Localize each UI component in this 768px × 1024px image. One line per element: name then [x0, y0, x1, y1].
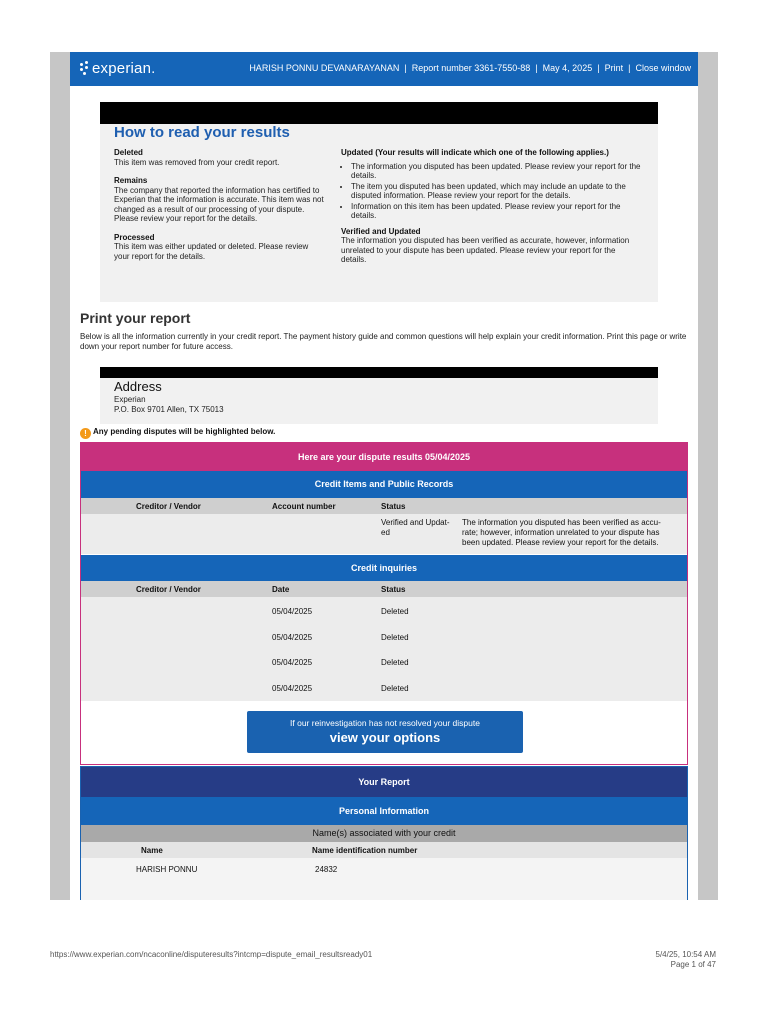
- status-line: Verified and Updat-: [381, 518, 450, 527]
- note-line: The information you disputed has been verified as accu-: [462, 518, 661, 527]
- names-header: [81, 842, 687, 858]
- credit-item-status: [381, 518, 450, 538]
- table-row: [81, 858, 687, 900]
- footer-page-number: Page 1 of 47: [670, 960, 716, 969]
- inquiry-status: Deleted: [381, 684, 409, 693]
- credit-items-header: [81, 498, 687, 514]
- your-report-panel: [80, 766, 688, 900]
- remains-heading: Remains: [114, 176, 148, 185]
- col-date: Date: [272, 585, 290, 594]
- list-item: • The item you disputed has been updated, which may include an update to the disputed information. Please review your report for the details.: [351, 182, 641, 201]
- inquiry-status: Deleted: [381, 607, 409, 616]
- section-divider-bar: [100, 102, 658, 124]
- separator: |: [628, 63, 631, 73]
- separator: |: [597, 63, 600, 73]
- report-date: May 4, 2025: [542, 63, 593, 73]
- view-options-button[interactable]: [247, 711, 523, 753]
- credit-items-title: Credit Items and Public Records: [81, 471, 687, 498]
- header-info: [249, 63, 691, 73]
- footer-timestamp: 5/4/25, 10:54 AM: [655, 950, 716, 959]
- col-creditor: Creditor / Vendor: [136, 585, 201, 594]
- logo-dots-icon: [80, 61, 90, 75]
- report-number: Report number 3361-7550-88: [411, 63, 531, 73]
- credit-item-note: [462, 518, 661, 548]
- warning-icon: !: [80, 428, 91, 439]
- inquiry-date: 05/04/2025: [272, 633, 313, 642]
- footer-url: https://www.experian.com/ncaconline/disputeresults?intcmp=dispute_email_resultsready01: [50, 950, 373, 959]
- left-definitions: [114, 148, 326, 270]
- note-line: been updated. Please review your report for the details.: [462, 538, 659, 547]
- experian-logo: [80, 60, 156, 77]
- status-line: ed: [381, 528, 390, 537]
- address-title: Address: [114, 379, 162, 394]
- updated-heading: Updated (Your results will indicate which one of the following applies.): [341, 148, 609, 157]
- list-item: • Information on this item has been updated. Please review your report for the details.: [351, 202, 641, 221]
- right-definitions: [341, 148, 641, 265]
- inquiry-date: 05/04/2025: [272, 658, 313, 667]
- top-header-bar: [70, 52, 698, 86]
- inquiry-status: Deleted: [381, 633, 409, 642]
- inquiry-date: 05/04/2025: [272, 607, 313, 616]
- dispute-results-banner: Here are your dispute results 05/04/2025: [81, 443, 687, 471]
- address-line-1: Experian: [114, 395, 146, 404]
- logo-text: experian.: [92, 60, 156, 77]
- how-to-read-title: How to read your results: [114, 124, 290, 141]
- verified-heading: Verified and Updated: [341, 226, 421, 236]
- your-report-title: Your Report: [81, 767, 687, 797]
- names-associated-title: Name(s) associated with your credit: [81, 825, 687, 842]
- pending-disputes-notice: [80, 427, 275, 439]
- processed-text: This item was either updated or deleted. Please review your report for the details.: [114, 242, 309, 261]
- print-report-description: Below is all the information currently in your credit report. The payment history guide and common questions will help explain your credit information. Print this page or write down your report number for future access.: [80, 332, 687, 351]
- col-name: Name: [141, 846, 163, 855]
- separator: |: [404, 63, 407, 73]
- consumer-name: HARISH PONNU DEVANARAYANAN: [249, 63, 400, 73]
- print-link[interactable]: Print: [604, 63, 624, 73]
- updated-list: [341, 162, 641, 221]
- how-to-read-box: [100, 124, 658, 302]
- list-item: • The information you disputed has been updated. Please review your report for the details.: [351, 162, 641, 181]
- separator: |: [535, 63, 538, 73]
- table-row: [81, 514, 687, 554]
- consumer-name-value: HARISH PONNU: [136, 865, 198, 874]
- remains-text: The company that reported the information has certified to Experian that the information is accurate. This item was not changed as a result of our processing of your dispute. Please review your report for the details.: [114, 185, 324, 223]
- pending-text: Any pending disputes will be highlighted below.: [93, 427, 276, 436]
- inquiries-header: [81, 581, 687, 597]
- close-window-link[interactable]: Close window: [635, 63, 691, 73]
- deleted-text: This item was removed from your credit report.: [114, 157, 280, 167]
- verified-text: The information you disputed has been verified as accurate, however, information unrelated to your dispute has been updated. Please review your report for the details.: [341, 236, 630, 264]
- cta-label: view your options: [329, 730, 441, 745]
- name-id-value: 24832: [315, 865, 338, 874]
- deleted-heading: Deleted: [114, 148, 143, 157]
- personal-info-title: Personal Information: [81, 797, 687, 825]
- address-line-2: P.O. Box 9701 Allen, TX 75013: [114, 405, 224, 414]
- note-line: rate; however, information unrelated to your dispute has: [462, 528, 660, 537]
- col-creditor: Creditor / Vendor: [136, 502, 201, 511]
- col-name-id: Name identification number: [312, 846, 418, 855]
- report-page: [70, 52, 698, 900]
- section-divider-bar: [100, 367, 658, 378]
- footer-meta: [656, 950, 717, 970]
- inquiry-date: 05/04/2025: [272, 684, 313, 693]
- processed-heading: Processed: [114, 232, 155, 242]
- col-status: Status: [381, 502, 406, 511]
- col-status: Status: [381, 585, 406, 594]
- inquiries-body: [81, 597, 687, 701]
- print-report-title: Print your report: [80, 310, 191, 326]
- dispute-results-panel: [80, 442, 688, 765]
- cta-subtext: If our reinvestigation has not resolved your dispute: [290, 718, 480, 728]
- address-box: [100, 378, 658, 424]
- col-account: Account number: [272, 502, 336, 511]
- inquiry-status: Deleted: [381, 658, 409, 667]
- credit-inquiries-title: Credit inquiries: [81, 555, 687, 581]
